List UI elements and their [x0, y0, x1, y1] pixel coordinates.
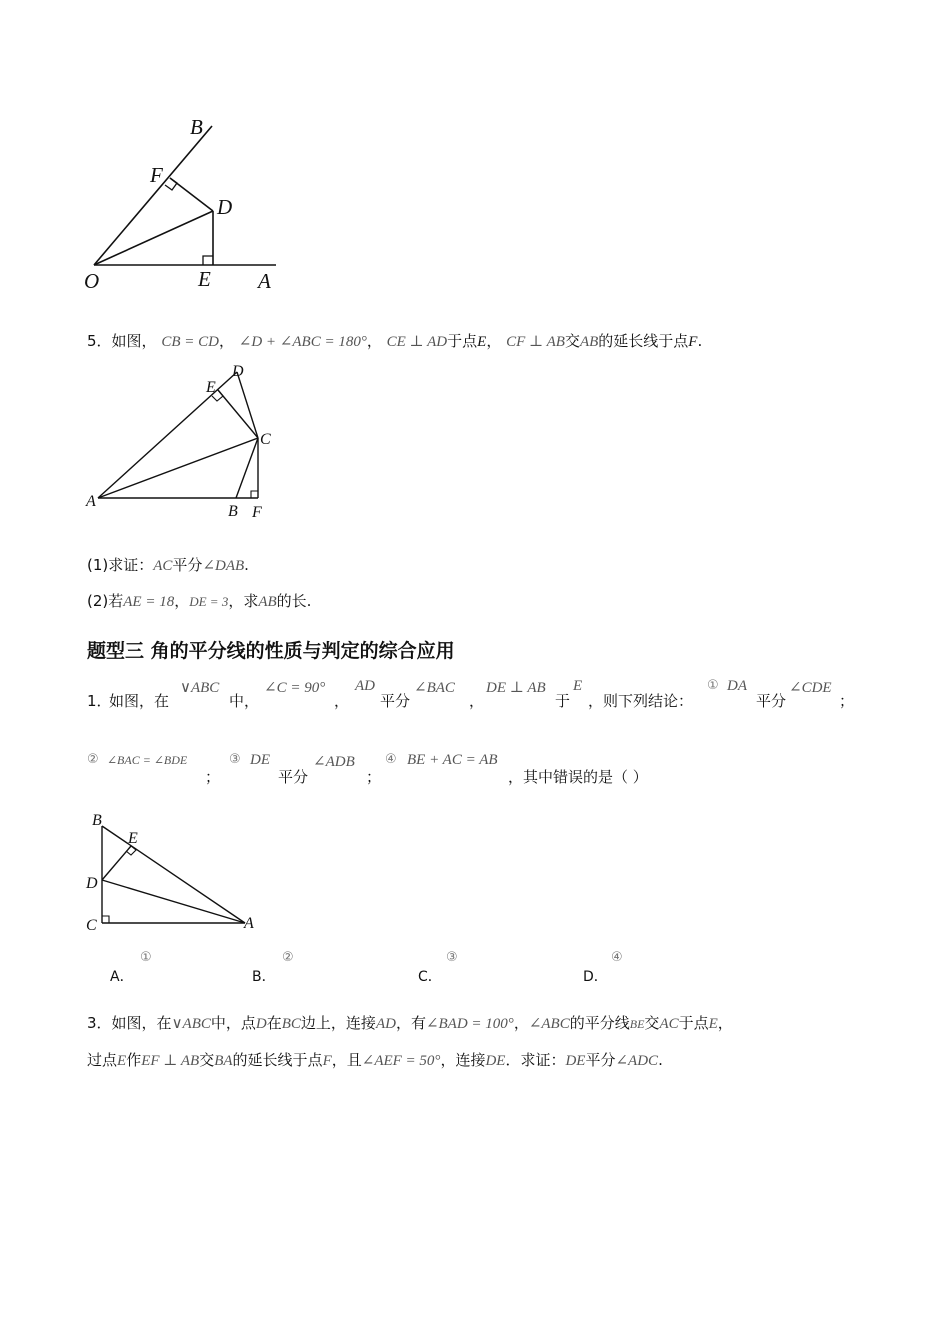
- q1-angle-c: ∠C = 90°: [264, 680, 326, 696]
- q5-expr-1: CB = CD: [161, 334, 219, 350]
- label-b: B: [92, 812, 102, 829]
- option-d-value: ④: [611, 950, 623, 965]
- label-o: O: [84, 269, 100, 293]
- label-c: C: [86, 917, 97, 934]
- q5-part2: (2)若AE = 18，DE = 3，求AB的长.: [87, 592, 312, 610]
- right-angle-mark-c: [102, 916, 109, 923]
- segment-da: [102, 880, 245, 923]
- segment-ad: [98, 372, 237, 498]
- label-d: D: [232, 363, 244, 380]
- section-heading: 题型三 角的平分线的性质与判定的综合应用: [87, 640, 455, 662]
- label-c: C: [260, 431, 271, 448]
- label-a: A: [244, 915, 254, 932]
- option-a-value: ①: [140, 950, 152, 965]
- option-c-value: ③: [446, 950, 458, 965]
- option-d-letter: D．: [583, 969, 608, 985]
- q3-stem-line2: 过点E作EF ⊥ AB交BA的延长线于点F，且∠AEF = 50°，连接DE．求证：DE平分∠ADC.: [87, 1051, 663, 1069]
- right-angle-mark-f: [251, 491, 258, 498]
- q1-stem-line2: ② ∠BAC = ∠BDE ； ③ DE 平分 ∠ADB ； ④ BE + AC = AB ，其中错误的是（ ）: [87, 752, 648, 786]
- option-b-value: ②: [282, 950, 294, 965]
- label-d: D: [217, 195, 233, 219]
- segment-ba: [102, 826, 245, 923]
- figure-angle-bisector-ofda: [80, 110, 300, 300]
- label-b: B: [190, 115, 203, 139]
- q5-stem: 5．如图， CB = CD， ∠D + ∠ABC = 180°， CE ⊥ AD于点E， CF ⊥ AB交AB的延长线于点F.: [87, 332, 703, 350]
- figure-q1-right-triangle: [80, 808, 270, 938]
- q5-expr-4: CF ⊥ AB: [506, 334, 565, 350]
- segment-ac: [98, 438, 258, 498]
- label-f: F: [150, 163, 163, 187]
- option-d[interactable]: [583, 950, 663, 984]
- label-f: F: [252, 504, 262, 521]
- option-c-letter: C．: [418, 969, 442, 985]
- label-e: E: [198, 267, 211, 291]
- segment-cb: [236, 438, 258, 498]
- label-a: A: [86, 493, 96, 510]
- label-b: B: [228, 503, 238, 520]
- label-e: E: [206, 379, 216, 396]
- option-a[interactable]: [110, 950, 190, 984]
- label-a: A: [258, 269, 271, 293]
- ray-ob: [94, 126, 212, 265]
- figure-q5-quadrilateral: [82, 360, 282, 525]
- q3-stem-line1: 3．如图，在∨ABC中，点D在BC边上，连接AD，有∠BAD = 100°，∠ABC的平分线BE交AC于点E，: [87, 1014, 733, 1032]
- label-d: D: [86, 875, 98, 892]
- segment-ec: [218, 390, 258, 438]
- q1-stem-line1: 1． 如图，在 ∨ABC 中， ∠C = 90° ， AD 平分 ∠BAC ， DE ⊥ AB 于 E ，则下列结论： ① DA 平分 ∠CDE ；: [87, 678, 855, 710]
- segment-od: [94, 211, 213, 265]
- label-e: E: [128, 830, 138, 847]
- option-b-letter: B．: [252, 969, 276, 985]
- option-c[interactable]: [418, 950, 498, 984]
- q5-expr-2: ∠D + ∠ABC = 180°: [238, 334, 367, 350]
- q5-part1: (1)求证：AC平分∠DAB.: [87, 556, 249, 574]
- option-b[interactable]: [252, 950, 332, 984]
- q5-expr-3: CE ⊥ AD: [386, 334, 448, 350]
- right-angle-mark-e: [203, 256, 213, 265]
- option-a-letter: A．: [110, 969, 134, 985]
- q1-triangle: ∨ABC: [180, 680, 220, 696]
- segment-dc: [237, 372, 258, 438]
